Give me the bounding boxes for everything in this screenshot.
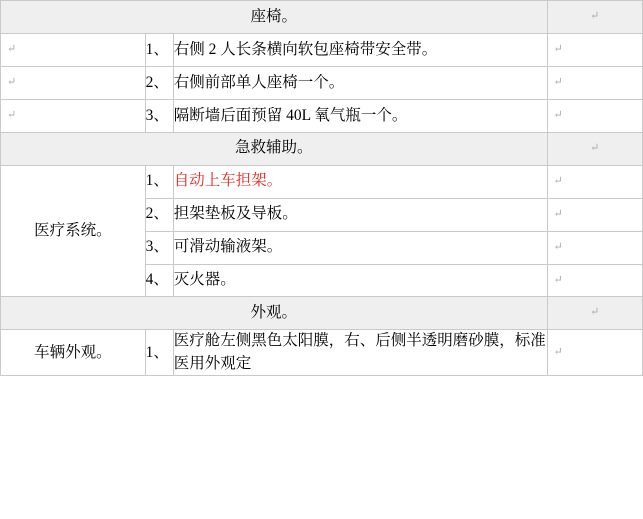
paragraph-mark-icon: ↵ bbox=[590, 306, 600, 319]
row-marker-cell bbox=[547, 198, 642, 231]
row-number: 3、 bbox=[145, 99, 173, 132]
row-marker-cell bbox=[547, 66, 642, 99]
paragraph-mark-icon: ↵ bbox=[7, 42, 17, 55]
paragraph-mark-icon: ↵ bbox=[553, 174, 563, 187]
table-row bbox=[1, 99, 643, 132]
section-header-appearance-marker bbox=[547, 297, 642, 330]
paragraph-mark-icon: ↵ bbox=[7, 75, 17, 88]
row-marker-cell bbox=[547, 330, 642, 376]
row-label-cell bbox=[1, 99, 146, 132]
group-label-vehicle-appearance: 车辆外观。 bbox=[1, 330, 146, 376]
table-row bbox=[1, 33, 643, 66]
row-number: 1、 bbox=[145, 165, 173, 198]
group-label-medical-system: 医疗系统。 bbox=[1, 165, 146, 297]
row-marker-cell bbox=[547, 99, 642, 132]
row-text: 医疗舱左侧黑色太阳膜，右、后侧半透明磨砂膜，标准医用外观定 bbox=[173, 330, 547, 376]
row-label-cell bbox=[1, 33, 146, 66]
row-number: 2、 bbox=[145, 198, 173, 231]
paragraph-mark-icon: ↵ bbox=[590, 141, 600, 154]
section-header-first-aid: 急救辅助。 bbox=[1, 132, 548, 165]
paragraph-mark-icon: ↵ bbox=[553, 345, 563, 358]
row-text-highlighted: 自动上车担架。 bbox=[173, 165, 547, 198]
row-marker-cell bbox=[547, 264, 642, 297]
row-number: 4、 bbox=[145, 264, 173, 297]
paragraph-mark-icon: ↵ bbox=[553, 75, 563, 88]
table-row bbox=[1, 165, 643, 198]
table-row bbox=[1, 297, 643, 330]
row-marker-cell bbox=[547, 33, 642, 66]
paragraph-mark-icon: ↵ bbox=[553, 108, 563, 121]
row-text: 右侧前部单人座椅一个。 bbox=[173, 66, 547, 99]
paragraph-mark-icon: ↵ bbox=[553, 207, 563, 220]
row-text: 可滑动输液架。 bbox=[173, 231, 547, 264]
row-label-cell bbox=[1, 66, 146, 99]
row-text: 隔断墙后面预留 40L 氧气瓶一个。 bbox=[173, 99, 547, 132]
paragraph-mark-icon: ↵ bbox=[590, 10, 600, 22]
row-number: 1、 bbox=[145, 33, 173, 66]
table-row bbox=[1, 330, 643, 376]
section-header-seats-marker bbox=[547, 1, 642, 34]
section-header-seats: 座椅。 bbox=[1, 1, 548, 34]
row-number: 1、 bbox=[145, 330, 173, 376]
section-header-appearance: 外观。 bbox=[1, 297, 548, 330]
paragraph-mark-icon: ↵ bbox=[553, 273, 563, 286]
row-text: 担架垫板及导板。 bbox=[173, 198, 547, 231]
row-marker-cell bbox=[547, 231, 642, 264]
row-text: 右侧 2 人长条横向软包座椅带安全带。 bbox=[173, 33, 547, 66]
table-row bbox=[1, 66, 643, 99]
paragraph-mark-icon: ↵ bbox=[7, 108, 17, 121]
table-row bbox=[1, 1, 643, 34]
section-header-first-aid-marker bbox=[547, 132, 642, 165]
row-number: 2、 bbox=[145, 66, 173, 99]
row-marker-cell bbox=[547, 165, 642, 198]
paragraph-mark-icon: ↵ bbox=[553, 42, 563, 55]
paragraph-mark-icon: ↵ bbox=[553, 240, 563, 253]
table-row bbox=[1, 132, 643, 165]
row-text: 灭火器。 bbox=[173, 264, 547, 297]
row-number: 3、 bbox=[145, 231, 173, 264]
